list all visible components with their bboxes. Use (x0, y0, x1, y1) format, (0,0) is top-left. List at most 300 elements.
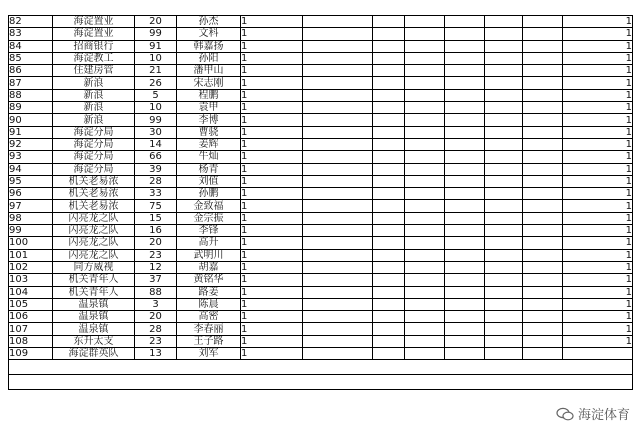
empty-cell (303, 102, 373, 114)
empty-cell (485, 126, 523, 138)
empty-cell (303, 52, 373, 64)
empty-cell (485, 77, 523, 89)
empty-cell (9, 375, 633, 390)
empty-cell (303, 200, 373, 212)
table-row (9, 225, 633, 237)
table-row (9, 249, 633, 261)
mark-cell: 1 (241, 89, 303, 101)
count-cell: 23 (135, 249, 177, 261)
empty-cell (523, 249, 563, 261)
empty-cell (405, 311, 445, 323)
row-number: 102 (9, 261, 53, 273)
name-cell: 武明川 (177, 249, 241, 261)
empty-cell (445, 298, 485, 310)
empty-cell (373, 311, 405, 323)
name-cell: 程鹏 (177, 89, 241, 101)
name-cell: 姜辉 (177, 138, 241, 150)
empty-cell (405, 138, 445, 150)
name-cell: 路姜 (177, 286, 241, 298)
row-number: 103 (9, 274, 53, 286)
count-cell: 26 (135, 77, 177, 89)
unit-cell: 海淀分局 (53, 163, 135, 175)
row-number: 82 (9, 16, 53, 28)
empty-cell (303, 163, 373, 175)
mark-cell: 1 (241, 225, 303, 237)
table-row (9, 138, 633, 150)
count-cell: 88 (135, 286, 177, 298)
name-cell: 刘军 (177, 348, 241, 360)
table-row (9, 77, 633, 89)
name-cell: 王子路 (177, 335, 241, 347)
empty-cell (405, 126, 445, 138)
count-cell: 37 (135, 274, 177, 286)
row-number: 88 (9, 89, 53, 101)
total-cell: 1 (563, 286, 633, 298)
table-row (9, 274, 633, 286)
empty-cell (485, 212, 523, 224)
row-number: 89 (9, 102, 53, 114)
row-number: 101 (9, 249, 53, 261)
total-cell: 1 (563, 16, 633, 28)
total-cell: 1 (563, 138, 633, 150)
row-number: 108 (9, 335, 53, 347)
empty-cell (373, 138, 405, 150)
mark-cell: 1 (241, 323, 303, 335)
table-row (9, 323, 633, 335)
table-row (9, 298, 633, 310)
empty-cell (405, 163, 445, 175)
unit-cell: 新浪 (53, 77, 135, 89)
empty-cell (303, 138, 373, 150)
table-row (9, 40, 633, 52)
empty-cell (373, 348, 405, 360)
empty-cell (303, 212, 373, 224)
row-number: 92 (9, 138, 53, 150)
empty-cell (373, 323, 405, 335)
empty-cell (485, 261, 523, 273)
empty-cell (445, 261, 485, 273)
empty-cell (445, 40, 485, 52)
row-number: 95 (9, 175, 53, 187)
wechat-bubble-icon (556, 407, 574, 421)
empty-cell (373, 102, 405, 114)
empty-cell (405, 323, 445, 335)
empty-cell (523, 311, 563, 323)
empty-cell (405, 335, 445, 347)
total-cell: 1 (563, 151, 633, 163)
mark-cell: 1 (241, 175, 303, 187)
mark-cell: 1 (241, 200, 303, 212)
count-cell: 91 (135, 40, 177, 52)
empty-cell (373, 126, 405, 138)
empty-cell (405, 28, 445, 40)
unit-cell: 海淀置业 (53, 16, 135, 28)
table-row (9, 102, 633, 114)
unit-cell: 东升太支 (53, 335, 135, 347)
count-cell: 33 (135, 188, 177, 200)
empty-cell (523, 323, 563, 335)
total-cell: 1 (563, 274, 633, 286)
count-cell: 66 (135, 151, 177, 163)
empty-cell (523, 138, 563, 150)
unit-cell: 闪亮龙之队 (53, 225, 135, 237)
count-cell: 20 (135, 237, 177, 249)
empty-cell (485, 274, 523, 286)
mark-cell: 1 (241, 286, 303, 298)
mark-cell: 1 (241, 65, 303, 77)
empty-cell (303, 40, 373, 52)
table-row (9, 28, 633, 40)
row-number: 96 (9, 188, 53, 200)
table-row (9, 16, 633, 28)
total-cell: 1 (563, 200, 633, 212)
empty-cell (303, 261, 373, 273)
empty-cell (445, 175, 485, 187)
table-row (9, 163, 633, 175)
empty-cell (405, 89, 445, 101)
empty-cell (485, 89, 523, 101)
empty-cell (523, 102, 563, 114)
table-row (9, 348, 633, 360)
total-cell: 1 (563, 65, 633, 77)
unit-cell: 海淀教工 (53, 52, 135, 64)
name-cell: 李博 (177, 114, 241, 126)
empty-cell (373, 274, 405, 286)
mark-cell: 1 (241, 138, 303, 150)
empty-cell (445, 163, 485, 175)
total-cell: 1 (563, 335, 633, 347)
mark-cell: 1 (241, 212, 303, 224)
empty-cell (523, 286, 563, 298)
count-cell: 12 (135, 261, 177, 273)
empty-cell (523, 274, 563, 286)
mark-cell: 1 (241, 348, 303, 360)
name-cell: 陈晨 (177, 298, 241, 310)
total-cell: 1 (563, 163, 633, 175)
unit-cell: 新浪 (53, 114, 135, 126)
name-cell: 文科 (177, 28, 241, 40)
row-number: 90 (9, 114, 53, 126)
empty-cell (485, 175, 523, 187)
empty-cell (405, 274, 445, 286)
total-cell: 1 (563, 89, 633, 101)
name-cell: 韩嘉扬 (177, 40, 241, 52)
empty-cell (523, 298, 563, 310)
table-row (9, 114, 633, 126)
empty-cell (485, 102, 523, 114)
empty-cell (405, 65, 445, 77)
empty-cell (373, 225, 405, 237)
empty-cell (405, 151, 445, 163)
unit-cell: 海淀分局 (53, 126, 135, 138)
empty-cell (405, 286, 445, 298)
row-number: 99 (9, 225, 53, 237)
empty-cell (445, 200, 485, 212)
empty-cell (373, 286, 405, 298)
unit-cell: 同方威视 (53, 261, 135, 273)
table-row (9, 175, 633, 187)
empty-cell (523, 89, 563, 101)
unit-cell: 温泉镇 (53, 323, 135, 335)
empty-cell (373, 261, 405, 273)
count-cell: 10 (135, 52, 177, 64)
total-cell: 1 (563, 323, 633, 335)
unit-cell: 机关青年人 (53, 274, 135, 286)
row-number: 91 (9, 126, 53, 138)
unit-cell: 招商银行 (53, 40, 135, 52)
empty-cell (445, 311, 485, 323)
count-cell: 75 (135, 200, 177, 212)
count-cell: 28 (135, 323, 177, 335)
count-cell: 20 (135, 16, 177, 28)
table-row (9, 237, 633, 249)
empty-cell (485, 286, 523, 298)
empty-cell (445, 16, 485, 28)
empty-cell (485, 237, 523, 249)
empty-cell (445, 102, 485, 114)
empty-cell (405, 188, 445, 200)
empty-cell (523, 52, 563, 64)
empty-cell (373, 200, 405, 212)
empty-cell (303, 151, 373, 163)
row-number: 87 (9, 77, 53, 89)
total-cell: 1 (563, 175, 633, 187)
mark-cell: 1 (241, 237, 303, 249)
empty-cell (523, 188, 563, 200)
table-row (9, 200, 633, 212)
unit-cell: 闪亮龙之队 (53, 249, 135, 261)
total-cell: 1 (563, 188, 633, 200)
mark-cell: 1 (241, 28, 303, 40)
row-number: 94 (9, 163, 53, 175)
empty-cell (405, 249, 445, 261)
empty-cell (303, 348, 373, 360)
empty-cell (485, 52, 523, 64)
unit-cell: 机关老易浓 (53, 188, 135, 200)
empty-cell (445, 65, 485, 77)
empty-cell (373, 28, 405, 40)
unit-cell: 海淀置业 (53, 28, 135, 40)
row-number: 97 (9, 200, 53, 212)
name-cell: 潘甲山 (177, 65, 241, 77)
name-cell: 金致福 (177, 200, 241, 212)
name-cell: 金宗振 (177, 212, 241, 224)
mark-cell: 1 (241, 249, 303, 261)
empty-cell (405, 114, 445, 126)
name-cell: 刘值 (177, 175, 241, 187)
unit-cell: 温泉镇 (53, 298, 135, 310)
empty-cell (303, 237, 373, 249)
count-cell: 39 (135, 163, 177, 175)
blank-row (9, 375, 633, 390)
total-cell: 1 (563, 225, 633, 237)
unit-cell: 住建房管 (53, 65, 135, 77)
empty-cell (485, 200, 523, 212)
empty-cell (445, 126, 485, 138)
empty-cell (303, 225, 373, 237)
empty-cell (445, 286, 485, 298)
empty-cell (303, 175, 373, 187)
name-cell: 宋志刚 (177, 77, 241, 89)
count-cell: 10 (135, 102, 177, 114)
mark-cell: 1 (241, 77, 303, 89)
empty-cell (523, 151, 563, 163)
table-row (9, 89, 633, 101)
empty-cell (523, 65, 563, 77)
empty-cell (373, 163, 405, 175)
table-row (9, 335, 633, 347)
empty-cell (303, 335, 373, 347)
mark-cell: 1 (241, 163, 303, 175)
total-cell: 1 (563, 52, 633, 64)
empty-cell (9, 360, 633, 375)
empty-cell (303, 77, 373, 89)
count-cell: 15 (135, 212, 177, 224)
table-row (9, 261, 633, 273)
unit-cell: 闪亮龙之队 (53, 212, 135, 224)
name-cell: 孙鹏 (177, 188, 241, 200)
empty-cell (445, 52, 485, 64)
total-cell: 1 (563, 311, 633, 323)
empty-cell (485, 323, 523, 335)
total-cell: 1 (563, 28, 633, 40)
name-cell: 曹骁 (177, 126, 241, 138)
empty-cell (373, 52, 405, 64)
total-cell: 1 (563, 298, 633, 310)
empty-cell (485, 188, 523, 200)
empty-cell (485, 138, 523, 150)
row-number: 85 (9, 52, 53, 64)
empty-cell (303, 188, 373, 200)
empty-cell (445, 348, 485, 360)
count-cell: 99 (135, 28, 177, 40)
total-cell: 1 (563, 114, 633, 126)
empty-cell (523, 126, 563, 138)
empty-cell (485, 16, 523, 28)
empty-cell (445, 114, 485, 126)
empty-cell (523, 40, 563, 52)
blank-row (9, 360, 633, 375)
row-number: 104 (9, 286, 53, 298)
empty-cell (405, 348, 445, 360)
unit-cell: 机关老易浓 (53, 175, 135, 187)
unit-cell: 机关老易浓 (53, 200, 135, 212)
mark-cell: 1 (241, 151, 303, 163)
empty-cell (523, 261, 563, 273)
empty-cell (373, 40, 405, 52)
mark-cell: 1 (241, 52, 303, 64)
empty-cell (485, 335, 523, 347)
empty-cell (485, 225, 523, 237)
empty-cell (373, 114, 405, 126)
unit-cell: 海淀分局 (53, 151, 135, 163)
unit-cell: 闪亮龙之队 (53, 237, 135, 249)
total-cell: 1 (563, 212, 633, 224)
unit-cell: 温泉镇 (53, 311, 135, 323)
table-row (9, 311, 633, 323)
name-cell: 袁甲 (177, 102, 241, 114)
count-cell: 28 (135, 175, 177, 187)
empty-cell (405, 298, 445, 310)
total-cell: 1 (563, 126, 633, 138)
total-cell: 1 (563, 77, 633, 89)
empty-cell (373, 89, 405, 101)
empty-cell (405, 52, 445, 64)
row-number: 109 (9, 348, 53, 360)
empty-cell (373, 335, 405, 347)
empty-cell (523, 114, 563, 126)
mark-cell: 1 (241, 311, 303, 323)
table-row (9, 65, 633, 77)
empty-cell (303, 311, 373, 323)
row-number: 107 (9, 323, 53, 335)
empty-cell (485, 28, 523, 40)
empty-cell (405, 261, 445, 273)
empty-cell (523, 335, 563, 347)
empty-cell (303, 249, 373, 261)
empty-cell (485, 298, 523, 310)
empty-cell (373, 151, 405, 163)
unit-cell: 新浪 (53, 102, 135, 114)
watermark-text: 海淀体育 (577, 408, 630, 423)
empty-cell (523, 212, 563, 224)
row-number: 86 (9, 65, 53, 77)
empty-cell (373, 298, 405, 310)
watermark (554, 404, 632, 423)
total-cell: 1 (563, 249, 633, 261)
empty-cell (373, 188, 405, 200)
mark-cell: 1 (241, 102, 303, 114)
empty-cell (405, 16, 445, 28)
empty-cell (405, 212, 445, 224)
count-cell: 3 (135, 298, 177, 310)
mark-cell: 1 (241, 114, 303, 126)
empty-cell (405, 102, 445, 114)
empty-cell (303, 114, 373, 126)
mark-cell: 1 (241, 40, 303, 52)
empty-cell (405, 40, 445, 52)
empty-cell (523, 175, 563, 187)
empty-cell (405, 225, 445, 237)
count-cell: 23 (135, 335, 177, 347)
count-cell: 16 (135, 225, 177, 237)
empty-cell (485, 114, 523, 126)
empty-cell (523, 225, 563, 237)
empty-cell (373, 16, 405, 28)
empty-cell (303, 323, 373, 335)
name-cell: 高密 (177, 311, 241, 323)
row-number: 100 (9, 237, 53, 249)
empty-cell (523, 16, 563, 28)
row-number: 105 (9, 298, 53, 310)
empty-cell (373, 65, 405, 77)
count-cell: 20 (135, 311, 177, 323)
row-number: 83 (9, 28, 53, 40)
table-row (9, 151, 633, 163)
empty-cell (485, 348, 523, 360)
empty-cell (445, 335, 485, 347)
total-cell: 1 (563, 261, 633, 273)
empty-cell (303, 16, 373, 28)
empty-cell (523, 348, 563, 360)
count-cell: 21 (135, 65, 177, 77)
total-cell: 1 (563, 237, 633, 249)
empty-cell (445, 151, 485, 163)
name-cell: 李春丽 (177, 323, 241, 335)
results-table (8, 15, 633, 390)
row-number: 93 (9, 151, 53, 163)
empty-cell (523, 200, 563, 212)
